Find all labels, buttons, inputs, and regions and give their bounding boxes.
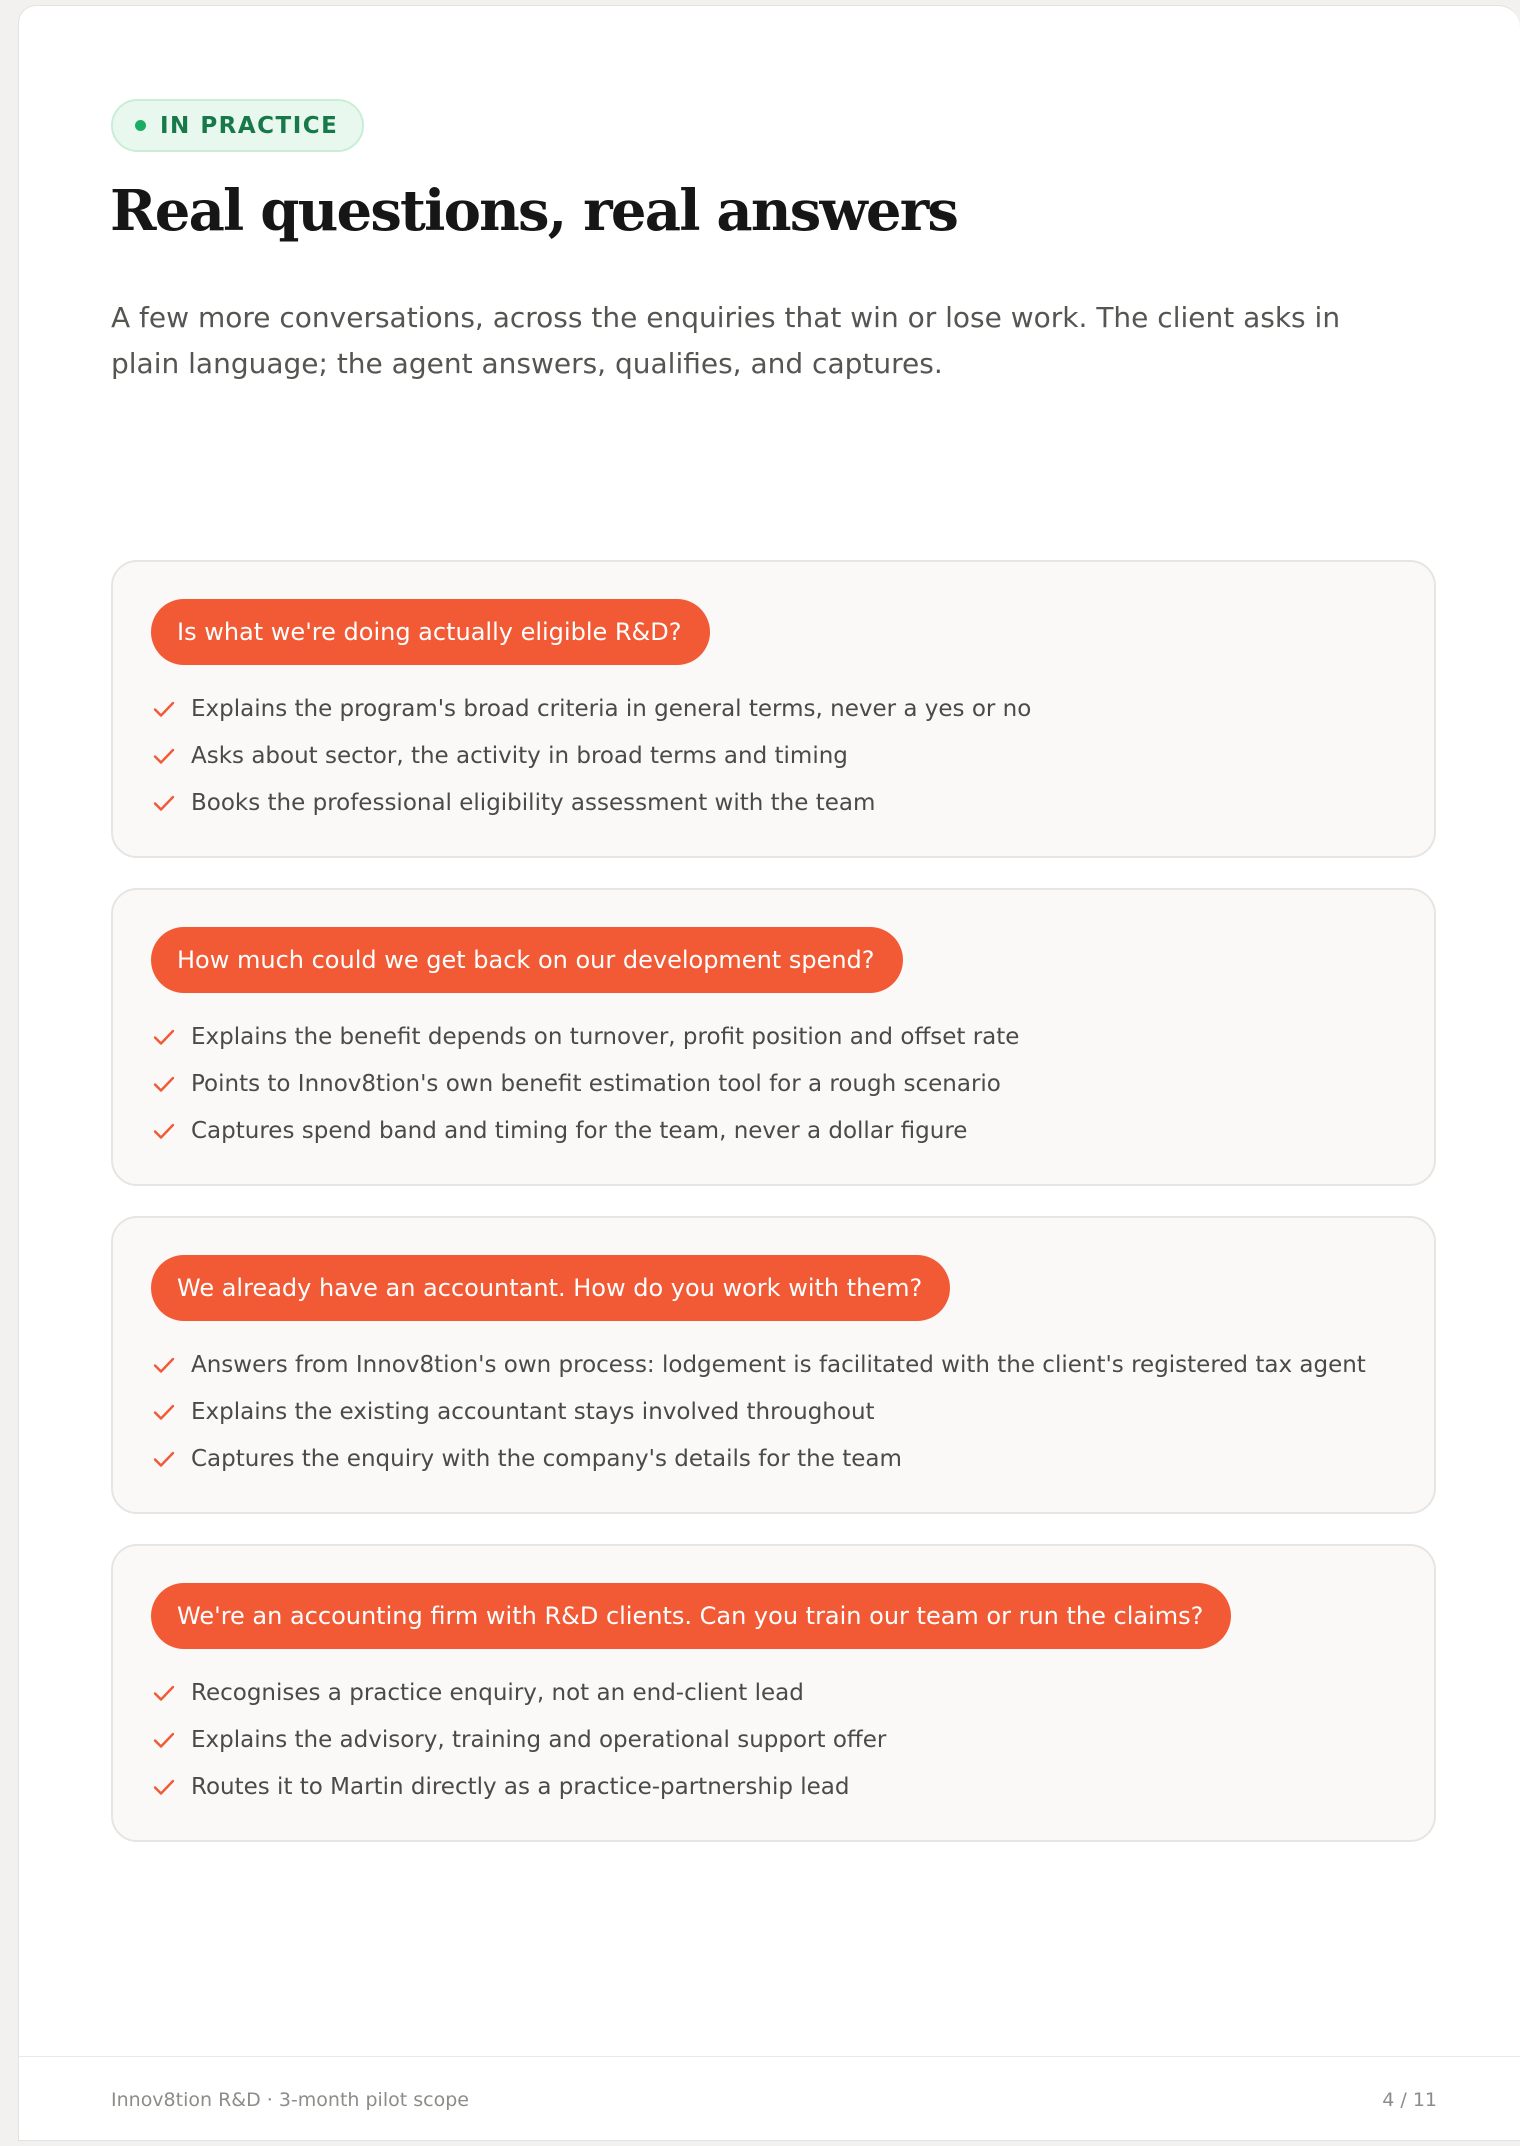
conversation-card [111, 560, 1436, 858]
check-icon [151, 1352, 177, 1378]
check-icon [151, 696, 177, 722]
check-icon [151, 1399, 177, 1425]
answer-list [151, 685, 1031, 826]
check-icon [151, 1118, 177, 1144]
answer-item [151, 1107, 1019, 1154]
answer-item [151, 1435, 1366, 1482]
check-icon [151, 790, 177, 816]
answer-text: Explains the program's broad criteria in general terms, never a yes or no [191, 695, 1032, 722]
check-icon [151, 1727, 177, 1753]
answer-item [151, 1341, 1366, 1388]
answer-item [151, 779, 1031, 826]
slide-page [18, 5, 1520, 2141]
answer-item [151, 685, 1031, 732]
question-bubble: How much could we get back on our development spend? [151, 927, 903, 993]
check-icon [151, 1446, 177, 1472]
answer-list [151, 1341, 1366, 1482]
question-bubble: Is what we're doing actually eligible R&D? [151, 599, 710, 665]
check-icon [151, 1774, 177, 1800]
answer-item [151, 1716, 886, 1763]
page-number: 4 / 11 [1382, 2089, 1437, 2111]
conversation-card [111, 888, 1436, 1186]
question-bubble: We already have an accountant. How do you work with them? [151, 1255, 950, 1321]
check-icon [151, 1024, 177, 1050]
answer-text: Explains the existing accountant stays involved throughout [191, 1398, 875, 1425]
check-icon [151, 743, 177, 769]
answer-item [151, 732, 1031, 779]
conversation-card [111, 1216, 1436, 1514]
badge-label: IN PRACTICE [160, 112, 339, 139]
page-title: Real questions, real answers [110, 178, 958, 244]
lead-paragraph: A few more conversations, across the enquiries that win or lose work. The client asks in plain language; the agent answers, qualifies, and captures. [111, 301, 1341, 380]
check-icon [151, 1680, 177, 1706]
answer-item [151, 1013, 1019, 1060]
answer-text: Points to Innov8tion's own benefit estimation tool for a rough scenario [191, 1070, 1001, 1097]
answer-text: Captures spend band and timing for the team, never a dollar figure [191, 1117, 968, 1144]
answer-item [151, 1763, 886, 1810]
answer-text: Books the professional eligibility assessment with the team [191, 789, 876, 816]
answer-item [151, 1669, 886, 1716]
answer-text: Asks about sector, the activity in broad terms and timing [191, 742, 848, 769]
check-icon [151, 1071, 177, 1097]
badge-dot-icon [135, 120, 146, 131]
answer-text: Explains the benefit depends on turnover, profit position and offset rate [191, 1023, 1020, 1050]
answer-list [151, 1669, 886, 1810]
answer-text: Answers from Innov8tion's own process: lodgement is facilitated with the client's registered tax agent [191, 1351, 1366, 1378]
answer-item [151, 1060, 1019, 1107]
question-bubble: We're an accounting firm with R&D clients. Can you train our team or run the claims? [151, 1583, 1231, 1649]
answer-text: Explains the advisory, training and operational support offer [191, 1726, 887, 1753]
footer-divider [19, 2056, 1520, 2057]
answer-list [151, 1013, 1019, 1154]
conversation-card [111, 1544, 1436, 1842]
answer-text: Recognises a practice enquiry, not an end-client lead [191, 1679, 804, 1706]
section-badge [111, 99, 364, 152]
answer-text: Routes it to Martin directly as a practice-partnership lead [191, 1773, 850, 1800]
answer-text: Captures the enquiry with the company's details for the team [191, 1445, 902, 1472]
footer-label: Innov8tion R&D · 3-month pilot scope [111, 2089, 469, 2111]
answer-item [151, 1388, 1366, 1435]
